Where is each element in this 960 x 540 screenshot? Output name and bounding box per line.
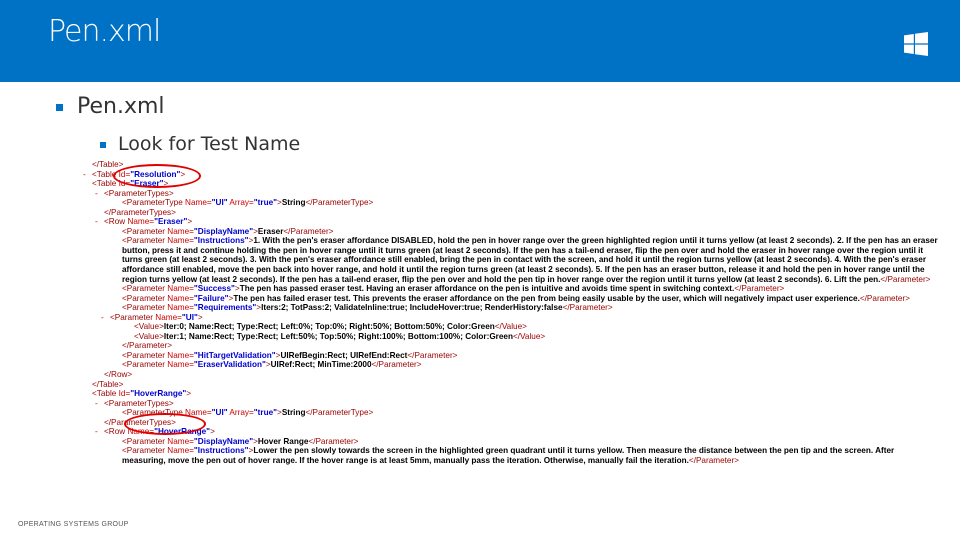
xml-line <box>80 284 940 294</box>
xml-line-text: <ParameterType Name="UI" Array="true">String</ParameterType> <box>122 198 374 208</box>
xml-line-text: <Table Id="HoverRange"> <box>92 389 192 399</box>
xml-line <box>80 217 940 227</box>
windows-logo-icon <box>904 32 928 56</box>
xml-line <box>80 236 940 284</box>
xml-line <box>80 332 940 342</box>
xml-line-text: <Row Name="Eraser"> <box>104 217 193 227</box>
slide-title: Pen.xml <box>48 14 161 49</box>
bullet-level-2 <box>100 133 300 155</box>
bullet-1-text: Pen.xml <box>77 94 165 119</box>
xml-line-text: <Parameter Name="Failure">The pen has failed eraser test. This prevents the eraser affordance on the pen from being easily usable by the user, which will negatively impact user experience.</Parameter> <box>122 293 910 303</box>
xml-line <box>80 380 940 390</box>
xml-line-text: </Table> <box>92 379 124 389</box>
xml-line-text: <Value>Iter:0; Name:Rect; Type:Rect; Left:0%; Top:0%; Right:50%; Bottom:50%; Color:Green</Value> <box>134 322 527 332</box>
bullet-square-icon <box>100 142 106 148</box>
xml-line <box>80 341 940 351</box>
xml-line <box>80 437 940 447</box>
xml-line-text: </Table> <box>92 160 124 169</box>
xml-line <box>80 160 940 170</box>
xml-line-text: <ParameterType Name="UI" Array="true">String</ParameterType> <box>122 408 374 418</box>
collapse-toggle-icon[interactable]: - <box>95 217 98 227</box>
xml-line <box>80 427 940 437</box>
xml-line-text: <Table Id="Resolution"> <box>92 169 186 179</box>
xml-line <box>80 208 940 218</box>
xml-line-text: <Parameter Name="Requirements">Iters:2; TotPass:2; ValidateInline:true; IncludeHover:true; RenderHistory:false</Parameter> <box>122 303 613 313</box>
xml-line <box>80 313 940 323</box>
xml-line-text: <Parameter Name="Instructions">Lower the pen slowly towards the screen in the highlighted green quadrant until it turns yellow. Then measure the distance between the pen tip and the screen. After measuring, move the pen out of hover range. If the hover range is at least 5mm, manually pass the iteration. Otherwise, manually fail the iteration.</Parameter> <box>122 446 895 465</box>
xml-line <box>80 198 940 208</box>
xml-line-text: <Parameter Name="Success">The pen has passed eraser test. Having an eraser affordance on the pen is intuitive and avoids time spent in switching context.</Parameter> <box>122 284 785 294</box>
bullet-2-text: Look for Test Name <box>118 133 301 155</box>
xml-line <box>80 418 940 428</box>
collapse-toggle-icon[interactable]: - <box>101 312 104 322</box>
xml-line-text: <Parameter Name="Instructions">1. With the pen's eraser affordance DISABLED, hold the pen in hover range over the green highlighted region until it turns yellow (at least 2 seconds). 2. If the pen has an eraser button, press it and continue holding the pen in hover range until it turns green (at least 2 seconds). If the pen has a tail-end eraser, flip the pen over and hold the eraser in hover range over the region until it turns green (at least 2 seconds). 3. With the pen's eraser affordance still enabled, bring the pen in contact with the screen, and hold it until the region turns yellow (at least 2 seconds). 4. With the pen's eraser affordance still enabled, move the pen back into hover range, and hold it until the region turns green (at least 2 seconds). 5. If the pen has an eraser button, release it and hold the pen in hover range until the region turns yellow (at least 2 seconds). If the pen has a tail-end eraser, flip the pen over and hold the pen tip in hover range over the region until it turns yellow (at least 2 seconds). 6. Lift the pen.</Parameter> <box>122 236 938 284</box>
xml-line <box>80 179 940 189</box>
xml-line-text: <Row Name="HoverRange"> <box>104 427 215 437</box>
xml-line-text: <Parameter Name="UI"> <box>110 312 203 322</box>
xml-line-text: <Table Id="Eraser"> <box>92 179 169 189</box>
xml-line-text: </Row> <box>104 370 133 380</box>
bullet-square-icon <box>56 104 63 111</box>
xml-line <box>80 370 940 380</box>
xml-line <box>80 351 940 361</box>
xml-line-text: <ParameterTypes> <box>104 188 174 198</box>
xml-line-text: <ParameterTypes> <box>104 398 174 408</box>
xml-line-text: <Parameter Name="HitTargetValidation">UIRefBegin:Rect; UIRefEnd:Rect</Parameter> <box>122 350 458 360</box>
collapse-toggle-icon[interactable]: - <box>95 398 98 408</box>
xml-line <box>80 408 940 418</box>
xml-line <box>80 446 940 465</box>
xml-line-text: </Parameter> <box>122 341 173 351</box>
collapse-toggle-icon[interactable]: - <box>95 427 98 437</box>
xml-listing <box>80 160 940 466</box>
xml-line <box>80 294 940 304</box>
title-bar <box>0 0 960 82</box>
bullet-level-1 <box>56 94 165 119</box>
xml-line <box>80 189 940 199</box>
xml-line <box>80 227 940 237</box>
highlight-circle-resolution <box>113 164 201 188</box>
xml-line <box>80 389 940 399</box>
xml-line <box>80 360 940 370</box>
xml-line-text: <Parameter Name="DisplayName">Eraser</Parameter> <box>122 226 334 236</box>
xml-line-text: <Parameter Name="DisplayName">Hover Range</Parameter> <box>122 436 359 446</box>
collapse-toggle-icon[interactable]: - <box>83 169 86 179</box>
xml-line-text: <Value>Iter:1; Name:Rect; Type:Rect; Left:50%; Top:50%; Right:100%; Bottom:100%; Color:Green</Value> <box>134 331 546 341</box>
xml-line <box>80 170 940 180</box>
footer-text: OPERATING SYSTEMS GROUP <box>18 521 129 528</box>
xml-line-text: </ParameterTypes> <box>104 207 176 217</box>
highlight-circle-hoverrange <box>124 413 206 435</box>
xml-line-text: </ParameterTypes> <box>104 417 176 427</box>
xml-line <box>80 322 940 332</box>
xml-line <box>80 303 940 313</box>
collapse-toggle-icon[interactable]: - <box>95 188 98 198</box>
xml-line-text: <Parameter Name="EraserValidation">UIRef:Rect; MinTime:2000</Parameter> <box>122 360 422 370</box>
xml-line <box>80 399 940 409</box>
